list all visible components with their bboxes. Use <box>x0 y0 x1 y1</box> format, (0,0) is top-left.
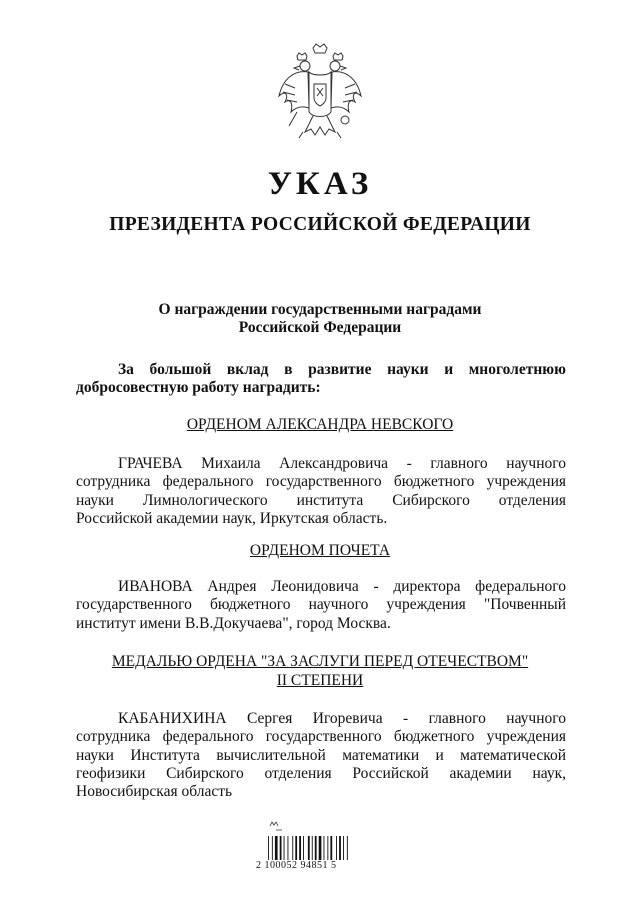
subject-line: О награждении государственными наградами <box>158 301 482 318</box>
decree-subject <box>0 301 640 337</box>
award-heading-line: II СТЕПЕНИ <box>276 671 364 689</box>
document-title: УКАЗ <box>267 166 373 202</box>
award-heading-line: МЕДАЛЬЮ ОРДЕНА "ЗА ЗАСЛУГИ ПЕРЕД ОТЕЧЕСТВОМ" <box>111 653 529 670</box>
recipient-line: науки Института вычислительной математики и математической <box>76 746 566 764</box>
recipient-line: Новосибирская область <box>76 783 233 801</box>
award-heading <box>0 653 640 690</box>
award-heading: ОРДЕНОМ ПОЧЕТА <box>249 542 391 559</box>
barcode-icon <box>262 818 372 884</box>
intro-line: добросовестную работу наградить: <box>76 379 321 397</box>
recipient-line: сотрудника федерального государственного бюджетного учреждения <box>76 473 566 491</box>
award-heading: ОРДЕНОМ АЛЕКСАНДРА НЕВСКОГО <box>186 416 454 433</box>
award-recipient-paragraph <box>76 710 566 801</box>
award-recipient-paragraph <box>76 578 566 633</box>
barcode-number: 2 100052 94851 5 <box>256 860 337 871</box>
recipient-line: институт имени В.В.Докучаева", город Москва. <box>76 614 391 632</box>
recipient-line: ГРАЧЕВА Михаила Александровича - главного научного <box>118 455 566 472</box>
award-recipient-paragraph <box>76 455 566 528</box>
recipient-line: КАБАНИХИНА Сергея Игоревича - главного научного <box>118 710 566 727</box>
intro-line: За большой вклад в развитие науки и многолетнюю <box>118 361 566 378</box>
recipient-line: геофизики Сибирского отделения Российской академии наук, <box>76 764 566 782</box>
recipient-line: государственного бюджетного научного учреждения "Почвенный <box>76 596 566 614</box>
recipient-line: сотрудника федерального государственного бюджетного учреждения <box>76 728 566 746</box>
subject-line: Российской Федерации <box>238 319 402 336</box>
intro-paragraph <box>76 361 566 398</box>
recipient-line: Российской академии наук, Иркутская область. <box>76 509 388 527</box>
recipient-line: науки Лимнологического института Сибирского отделения <box>76 491 566 509</box>
recipient-line: ИВАНОВА Андрея Леонидовича - директора федерального <box>118 578 566 595</box>
coat-of-arms-icon <box>275 42 365 154</box>
document-subtitle: ПРЕЗИДЕНТА РОССИЙСКОЙ ФЕДЕРАЦИИ <box>109 214 531 235</box>
